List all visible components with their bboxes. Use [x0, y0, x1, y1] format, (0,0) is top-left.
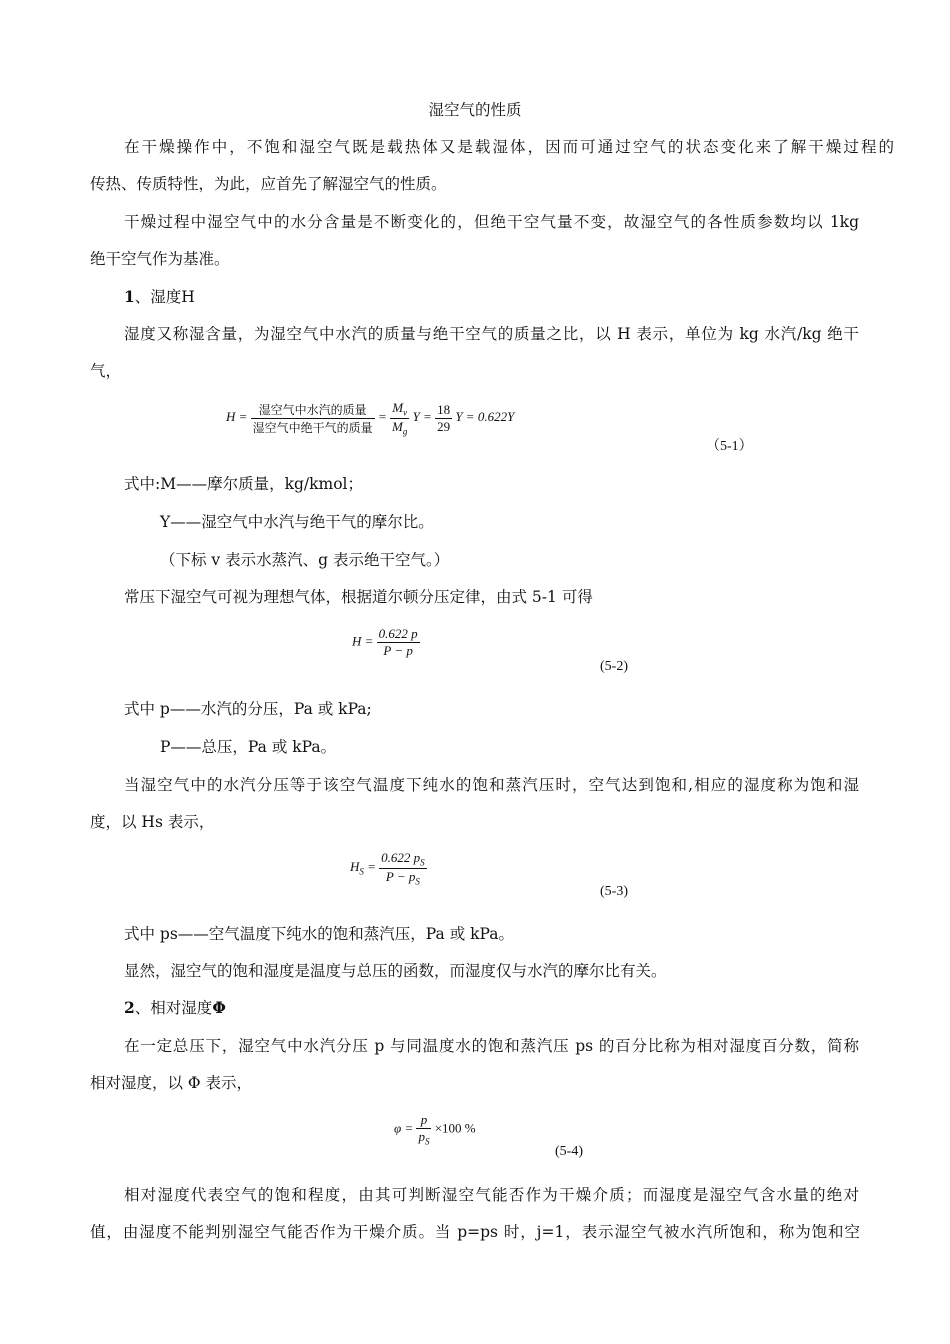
eq1-lhs: H =	[226, 409, 248, 425]
section-title: 、相对湿度	[134, 999, 213, 1017]
eq3-lhs	[350, 859, 376, 877]
eq1-y: Y =	[412, 409, 432, 425]
eq4-numerator: p	[416, 1112, 431, 1129]
eq1-mv	[390, 400, 409, 419]
eq3-num-text: 0.622 p	[381, 850, 421, 865]
eq1-18: 18	[437, 401, 451, 417]
paragraph-relative-meaning-line1: 相对湿度代表空气的饱和程度，由其可判断湿空气能否作为干燥介质；而湿度是湿空气含水量的绝对	[124, 1186, 859, 1204]
eq4-denominator	[416, 1129, 431, 1147]
eq4-percent: ×100 %	[434, 1120, 476, 1136]
eq3-denominator	[379, 869, 427, 887]
section-heading-humidity	[124, 287, 195, 307]
eq3-h-sub: S	[359, 866, 364, 877]
section-title: 、湿度H	[134, 288, 195, 306]
where-molar-ratio: Y——湿空气中水汽与绝干气的摩尔比。	[160, 513, 434, 531]
eq4-den-sub: S	[424, 1136, 430, 1147]
equation-5-4	[394, 1112, 476, 1147]
paragraph-saturation-function: 显然，湿空气的饱和湿度是温度与总压的函数，而湿度仅与水汽的摩尔比有关。	[124, 962, 667, 980]
paragraph-humidity-def-line1: 湿度又称湿含量，为湿空气中水汽的质量与绝干空气的质量之比，以 H 表示，单位为 kg 水汽/kg 绝干	[124, 325, 859, 343]
eq1-29: 29	[437, 418, 451, 434]
paragraph-relative-def-line2: 相对湿度，以 Φ 表示，	[90, 1074, 253, 1092]
where-partial-pressure: 式中 p——水汽的分压，Pa 或 kPa;	[124, 700, 372, 718]
paragraph-intro-line1: 在干燥操作中，不饱和湿空气既是载热体又是载湿体，因而可通过空气的状态变化来了解干燥过程的	[124, 138, 894, 156]
eq2-lhs: H =	[352, 633, 374, 649]
eq4-den-text: p	[418, 1129, 425, 1144]
equation-number-5-4: (5-4)	[555, 1144, 583, 1159]
eq1-mv-m: M	[392, 400, 404, 415]
paragraph-basis-line1: 干燥过程中湿空气中的水分含量是不断变化的，但绝干空气量不变，故湿空气的各性质参数均以 1kg	[124, 213, 859, 231]
equation-5-2	[352, 626, 420, 659]
eq3-den-sub: S	[415, 876, 420, 887]
eq3-num-sub: S	[420, 857, 425, 868]
eq4-lhs: φ =	[394, 1120, 414, 1136]
eq1-mv-sub: v	[403, 407, 408, 418]
eq1-ratio	[435, 402, 452, 435]
equation-5-1	[226, 400, 514, 436]
where-total-pressure: P——总压，Pa 或 kPa。	[160, 738, 337, 756]
page-title: 湿空气的性质	[428, 101, 522, 119]
subscript-note: （下标 v 表示水蒸汽、g 表示绝干空气。）	[160, 551, 450, 569]
eq1-equals: =	[377, 409, 387, 425]
eq1-denominator: 湿空气中绝干气的质量	[252, 420, 373, 435]
where-saturation-pressure: 式中 ps——空气温度下纯水的饱和蒸汽压，Pa 或 kPa。	[124, 925, 514, 943]
eq1-molar-fraction	[390, 400, 409, 436]
eq3-fraction	[379, 850, 427, 886]
section-heading-relative-humidity	[124, 998, 226, 1018]
eq4-fraction	[416, 1112, 431, 1147]
equation-number-5-3: (5-3)	[600, 884, 628, 899]
eq3-h: H	[350, 859, 360, 875]
where-molar-mass: 式中:M——摩尔质量，kg/kmol；	[124, 475, 364, 493]
eq3-numerator	[379, 850, 427, 869]
paragraph-relative-def-line1: 在一定总压下，湿空气中水汽分压 p 与同温度水的饱和蒸汽压 ps 的百分比称为相对湿度百分数，简称	[124, 1037, 859, 1055]
eq1-mg	[390, 419, 409, 437]
equation-5-3	[350, 850, 427, 886]
paragraph-basis-line2: 绝干空气作为基准。	[90, 250, 230, 268]
eq1-numerator: 湿空气中水汽的质量	[251, 401, 375, 419]
eq1-mg-m: M	[391, 418, 403, 434]
eq3-den-text: P − p	[385, 868, 416, 884]
paragraph-saturation-line2: 度，以 Hs 表示，	[90, 813, 215, 831]
paragraph-humidity-def-line2: 气，	[90, 362, 122, 380]
section-number: 2	[124, 998, 135, 1017]
eq2-denominator: P − p	[383, 643, 413, 658]
section-number: 1	[124, 287, 135, 306]
equation-number-5-1: （5-1）	[706, 439, 753, 454]
paragraph-saturation-line1: 当湿空气中的水汽分压等于该空气温度下纯水的饱和蒸汽压时，空气达到饱和,相应的湿度称为饱和湿	[124, 776, 859, 794]
eq1-mg-sub: g	[402, 426, 408, 437]
eq2-fraction	[377, 626, 420, 659]
equation-number-5-2: (5-2)	[600, 659, 628, 674]
eq1-result: Y = 0.622Y	[455, 409, 515, 425]
eq2-numerator: 0.622 p	[378, 626, 418, 641]
eq1-word-fraction	[251, 401, 375, 436]
paragraph-intro-line2: 传热、传质特性，为此，应首先了解湿空气的性质。	[90, 175, 447, 193]
eq3-equals: =	[367, 859, 376, 875]
paragraph-dalton: 常压下湿空气可视为理想气体，根据道尔顿分压定律，由式 5-1 可得	[124, 588, 593, 606]
paragraph-relative-meaning-line2: 值，由湿度不能判别湿空气能否作为干燥介质。当 p=ps 时，j=1，表示湿空气被水汽所饱和，称为饱和空	[90, 1223, 860, 1241]
section-symbol: Φ	[212, 998, 226, 1017]
